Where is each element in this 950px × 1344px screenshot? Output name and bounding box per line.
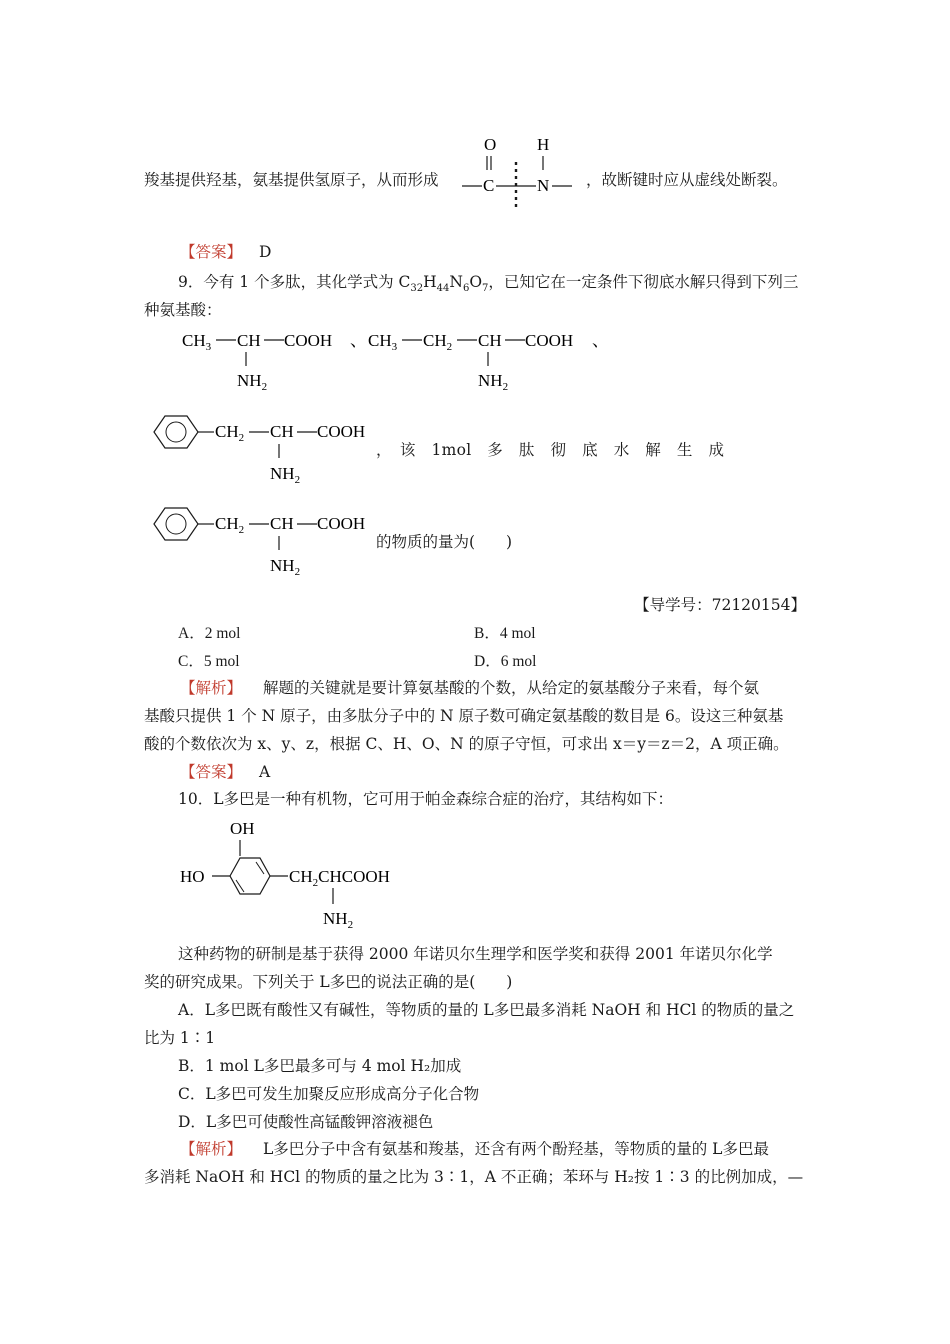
q10-option-d: D．L多巴可使酸性高锰酸钾溶液褪色: [178, 1113, 434, 1131]
q10-stem: 10．L多巴是一种有机物，它可用于帕金森综合症的治疗，其结构如下：: [178, 790, 674, 808]
guide-number: 【导学号：72120154】: [634, 596, 806, 614]
svg-text:CH: CH: [237, 331, 261, 350]
option-a: A．2 mol: [178, 625, 241, 642]
svg-text:CH: CH: [270, 422, 294, 441]
q10-analysis-line2: 多消耗 NaOH 和 HCl 的物质的量之比为 3∶1，A 不正确；苯环与 H₂按 1∶3 的比例加成，—: [144, 1168, 804, 1186]
option-c: C．5 mol: [178, 653, 240, 670]
svg-text:OH: OH: [230, 819, 255, 838]
answer-value-q9: A: [258, 763, 271, 781]
svg-text:COOH: COOH: [284, 331, 333, 350]
amino-acid-structures-1-2: [180, 324, 620, 398]
svg-text:NH2: $NH_2$: [270, 556, 301, 578]
answer-value: D: [258, 243, 272, 261]
svg-text:COOH: COOH: [525, 331, 574, 350]
svg-text:COOH: COOH: [317, 514, 366, 533]
q10-option-c: C．L多巴可发生加聚反应形成高分子化合物: [178, 1085, 480, 1103]
svg-text:CH: CH: [270, 514, 294, 533]
svg-text:HO: HO: [180, 867, 205, 886]
q9-stem-line4: 的物质的量为( ): [376, 533, 513, 551]
svg-text:NH2: $NH_2$: [237, 371, 268, 393]
svg-text:COOH: COOH: [317, 422, 366, 441]
q10-para1: 这种药物的研制是基于获得 2000 年诺贝尔生理学和医学奖和获得 2001 年诺贝尔化学: [178, 945, 773, 963]
svg-text:NH2: $NH_2$: [270, 464, 301, 486]
svg-text:NH2: $NH_2$: [478, 371, 509, 393]
svg-text:O: O: [484, 135, 497, 154]
answer-label: 【答案】: [180, 243, 243, 261]
peptide-bond-diagram: [460, 130, 585, 210]
svg-text:N: N: [537, 176, 550, 195]
intro-text-before: 羧基提供羟基，氨基提供氢原子，从而形成: [144, 171, 439, 189]
svg-text:CH3: $CH_3$: [182, 331, 212, 353]
option-b: B．4 mol: [474, 625, 536, 642]
svg-text:CH2: $CH_2$: [423, 331, 453, 353]
answer-label-q9: 【答案】: [180, 763, 243, 781]
svg-text:、: 、: [350, 331, 367, 350]
svg-text:C: C: [483, 176, 495, 195]
svg-text:、: 、: [592, 331, 609, 350]
q10-analysis-line1: L多巴分子中含有氨基和羧基，还含有两个酚羟基，等物质的量的 L多巴最: [262, 1140, 769, 1158]
analysis-label: 【解析】: [180, 679, 243, 697]
q9-stem-line3: ， 该 1mol 多 肽 彻 底 水 解 生 成: [376, 441, 725, 459]
svg-text:H: H: [537, 135, 550, 154]
phenylalanine-structure-2: [148, 504, 378, 578]
q10-para2: 奖的研究成果。下列关于 L多巴的说法正确的是( ): [144, 973, 513, 991]
svg-text:NH2: $NH_2$: [323, 909, 354, 931]
svg-text:CH2: $CH_2$: [215, 514, 245, 536]
analysis-line1: 解题的关键就是要计算氨基酸的个数，从给定的氨基酸分子来看，每个氨: [262, 679, 759, 697]
phenylalanine-structure: [148, 412, 378, 486]
svg-text:CH: CH: [478, 331, 502, 350]
svg-text:CH3: $CH_3$: [368, 331, 398, 353]
option-d: D．6 mol: [474, 653, 537, 670]
q10-option-b: B．1 mol L多巴最多可与 4 mol H₂加成: [178, 1057, 462, 1075]
svg-text:CH2CHCOOH: $CH_2CHCOOH$: [289, 867, 390, 889]
analysis-line2: 基酸只提供 1 个 N 原子，由多肽分子中的 N 原子数可确定氨基酸的数目是 6。设这三种氨基: [144, 707, 784, 725]
l-dopa-structure: [178, 812, 428, 936]
q9-stem-line1: 9．今有 1 个多肽，其化学式为 $C_{32}H_{44}N_6O_7$，已知它在一定条件下彻底水解只得到下列三: [178, 273, 799, 295]
analysis-line3: 酸的个数依次为 x、y、z，根据 C、H、O、N 的原子守恒，可求出 x＝y＝z＝2，A 项正确。: [144, 735, 789, 753]
q10-option-a-line2: 比为 1∶1: [144, 1029, 216, 1047]
intro-text-after: ，故断键时应从虚线处断裂。: [586, 171, 788, 189]
q9-stem-line2: 种氨基酸：: [144, 301, 222, 319]
q10-option-a-line1: A．L多巴既有酸性又有碱性，等物质的量的 L多巴最多消耗 NaOH 和 HCl 的物质的量之: [178, 1001, 795, 1019]
q10-analysis-label: 【解析】: [180, 1140, 243, 1158]
svg-text:CH2: $CH_2$: [215, 422, 245, 444]
